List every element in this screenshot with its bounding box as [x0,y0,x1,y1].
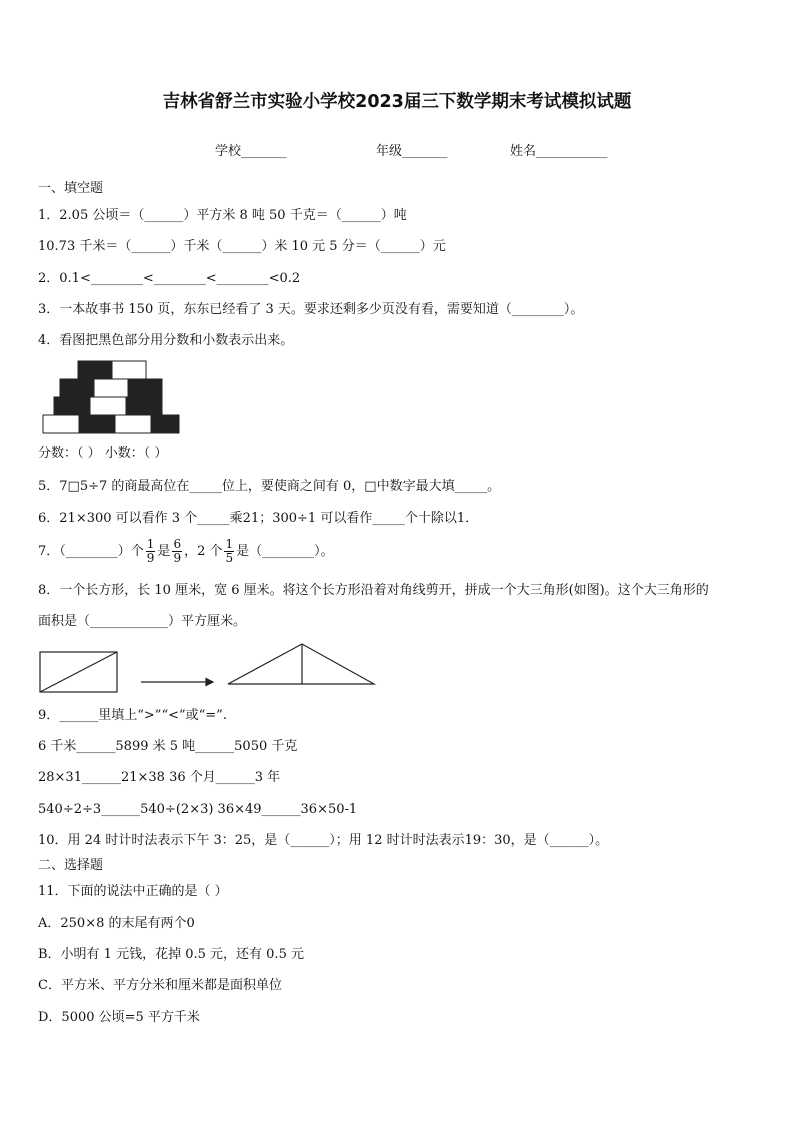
question-10: 10．用 24 时计时法表示下午 3：25，是（______）；用 12 时计时法表示19：30，是（______）。 [38,833,609,848]
question-4-answer: 分数：（ ） 小数：（ ） [38,446,168,461]
fraction-1-numerator: 1 [146,537,155,551]
question-1b: 10.73 千米＝（______）千米（______）米 10 元 5 分＝（______）元 [38,239,446,254]
question-7-part2: 是 [157,544,171,559]
question-8a: 8．一个长方形，长 10 厘米，宽 6 厘米。将这个长方形沿着对角线剪开，拼成一个大三角形(如图)。这个大三角形的 [38,583,709,598]
option-b: B．小明有 1 元钱，花掉 0.5 元，还有 0.5 元 [38,947,304,962]
fraction-2 [172,538,182,565]
fraction-3 [224,538,234,565]
fraction-3-denominator: 5 [225,551,234,565]
triangle-shape [228,644,374,684]
question-3: 3．一本故事书 150 页，东东已经看了 3 天。要求还剩多少页没有看，需要知道（________）。 [38,302,584,317]
question-2: 2．0.1<________<________<________<0.2 [38,271,301,286]
question-7-part4: 是（________）。 [236,544,334,559]
question-7-part1: 7．（________）个 [38,544,144,559]
question-9-row2: 28×31______21×38 36 个月______3 年 [38,770,281,785]
grade-field: 年级_______ [376,144,448,159]
question-9-row3: 540÷2÷3______540÷(2×3) 36×49______36×50-1 [38,802,358,817]
option-d: D．5000 公顷=5 平方千米 [38,1010,200,1025]
name-field: 姓名___________ [510,144,608,159]
question-5: 5．7□5÷7 的商最高位在_____位上，要使商之间有 0，□中数字最大填_____。 [38,479,501,494]
school-field: 学校_______ [215,144,287,159]
page-title: 吉林省舒兰市实验小学校2023届三下数学期末考试模拟试题 [162,92,632,112]
section-heading-fill-blank: 一、填空题 [38,181,104,196]
question-7-part3: ，2 个 [184,544,223,559]
fraction-1-denominator: 9 [146,551,155,565]
fraction-2-numerator: 6 [173,537,182,551]
option-a: A．250×8 的末尾有两个0 [38,916,195,931]
diagonal-line [40,652,117,692]
question-11: 11．下面的说法中正确的是（ ） [38,884,228,899]
question-8b: 面积是（____________）平方厘米。 [38,614,247,629]
question-9: 9．______里填上“>”“<”或“=”. [38,708,227,723]
rectangle-to-triangle-figure [38,642,378,696]
brick-pyramid-figure [42,360,182,434]
section-heading-choice: 二、选择题 [38,858,104,873]
question-7 [38,538,334,566]
option-c: C．平方米、平方分米和厘米都是面积单位 [38,978,282,993]
question-1a: 1．2.05 公顷＝（______）平方米 8 吨 50 千克＝（______）吨 [38,208,407,223]
question-4: 4．看图把黑色部分用分数和小数表示出来。 [38,333,294,348]
arrow-head [206,679,213,686]
fraction-2-denominator: 9 [173,551,182,565]
fraction-1 [146,538,156,565]
fraction-3-numerator: 1 [225,537,234,551]
question-9-row1: 6 千米______5899 米 5 吨______5050 千克 [38,739,298,754]
question-6: 6．21×300 可以看作 3 个_____乘21；300÷1 可以看作_____个十除以1． [38,511,479,526]
